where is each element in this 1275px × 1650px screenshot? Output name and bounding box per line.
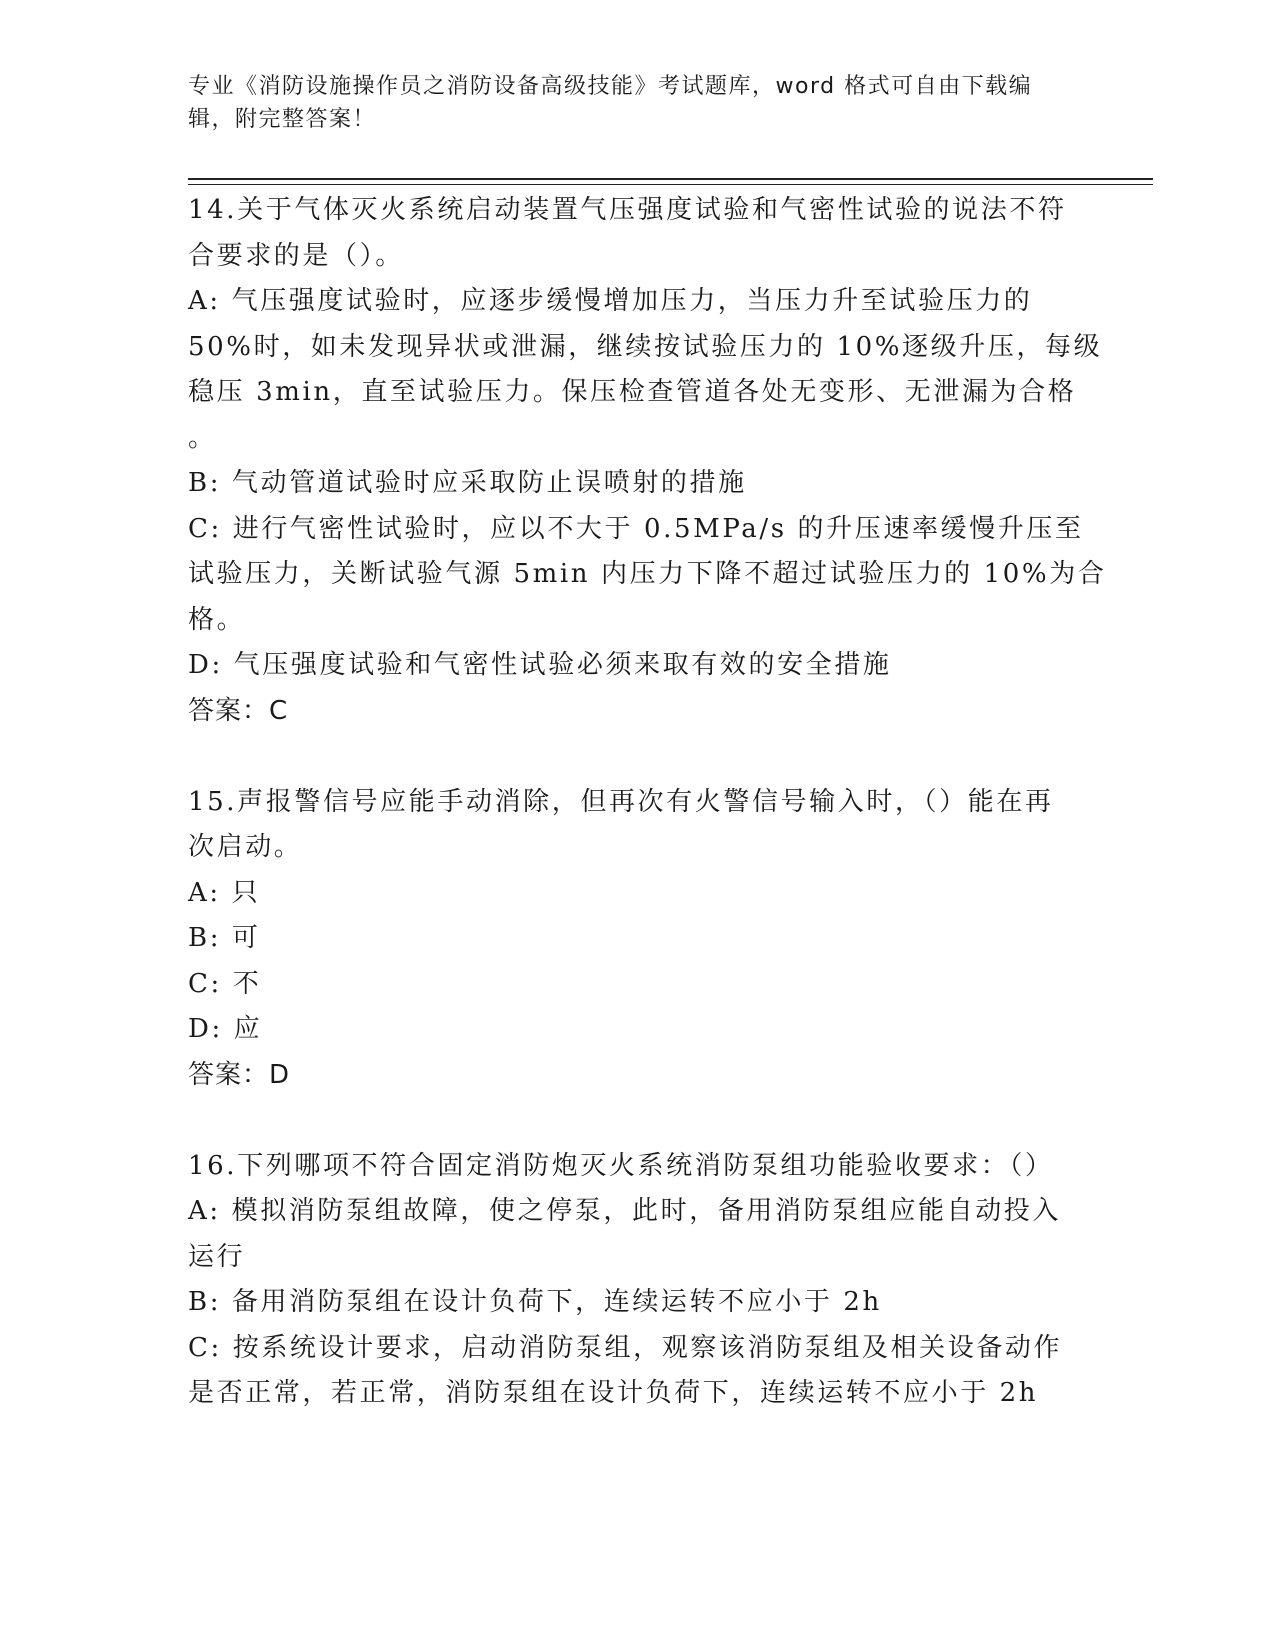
question-14 xyxy=(188,188,1107,734)
header-divider-thick xyxy=(188,178,1153,180)
option-b-line: B: 可 xyxy=(188,923,261,953)
header-note xyxy=(188,70,1088,136)
option-c-line: 格。 xyxy=(188,604,246,635)
question-16 xyxy=(188,1144,1088,1417)
question-stem-line: 14.关于气体灭火系统启动装置气压强度试验和气密性试验的说法不符 xyxy=(188,195,1067,225)
header-note-line-1: 专业《消防设施操作员之消防设备高级技能》考试题库，word 格式可自由下载编 xyxy=(188,74,1033,99)
answer-line: 答案：C xyxy=(188,695,289,726)
question-stem-line: 合要求的是（）。 xyxy=(188,240,404,271)
header-note-line-2: 辑，附完整答案！ xyxy=(188,107,377,132)
option-a-line: 运行 xyxy=(188,1241,246,1272)
option-a-line: A: 只 xyxy=(188,877,261,908)
option-a-line: 稳压 3min，直至试验压力。保压检查管道各处无变形、无泄漏为合格 xyxy=(188,377,1077,407)
option-a-line: A: 模拟消防泵组故障，使之停泵，此时，备用消防泵组应能自动投入 xyxy=(188,1196,1062,1226)
option-d-line: D: 气压强度试验和气密性试验必须来取有效的安全措施 xyxy=(188,650,892,680)
answer-line: 答案：D xyxy=(188,1059,291,1090)
question-stem-line: 15.声报警信号应能手动消除，但再次有火警信号输入时，（）能在再 xyxy=(188,786,1054,817)
question-stem-line: 次启动。 xyxy=(188,832,303,862)
option-c-line: C: 进行气密性试验时，应以不大于 0.5MPa/s 的升压速率缓慢升压至 xyxy=(188,513,1084,544)
option-a-line: A: 气压强度试验时，应逐步缓慢增加压力，当压力升至试验压力的 xyxy=(188,286,1033,316)
question-list xyxy=(188,188,1107,1417)
option-a-line: 50%时，如未发现异状或泄漏，继续按试验压力的 10%逐级升压，每级 xyxy=(188,331,1103,362)
option-d-line: D: 应 xyxy=(188,1014,263,1044)
option-b-line: B: 备用消防泵组在设计负荷下，连续运转不应小于 2h xyxy=(188,1287,882,1317)
question-spacer xyxy=(188,734,1088,780)
option-c-line: 试验压力，关断试验气源 5min 内压力下降不超过试验压力的 10%为合 xyxy=(188,559,1107,589)
question-15 xyxy=(188,780,1088,1099)
question-spacer xyxy=(188,1098,1088,1144)
option-c-line: C: 按系统设计要求，启动消防泵组，观察该消防泵组及相关设备动作 xyxy=(188,1332,1063,1363)
question-stem-line: 16.下列哪项不符合固定消防炮灭火系统消防泵组功能验收要求：（） xyxy=(188,1150,1054,1181)
option-a-line: 。 xyxy=(188,422,217,453)
header-divider-thin xyxy=(188,184,1153,185)
option-c-line: C: 不 xyxy=(188,968,262,999)
option-c-line: 是否正常，若正常，消防泵组在设计负荷下，连续运转不应小于 2h xyxy=(188,1378,1039,1408)
option-b-line: B: 气动管道试验时应采取防止误喷射的措施 xyxy=(188,468,747,498)
